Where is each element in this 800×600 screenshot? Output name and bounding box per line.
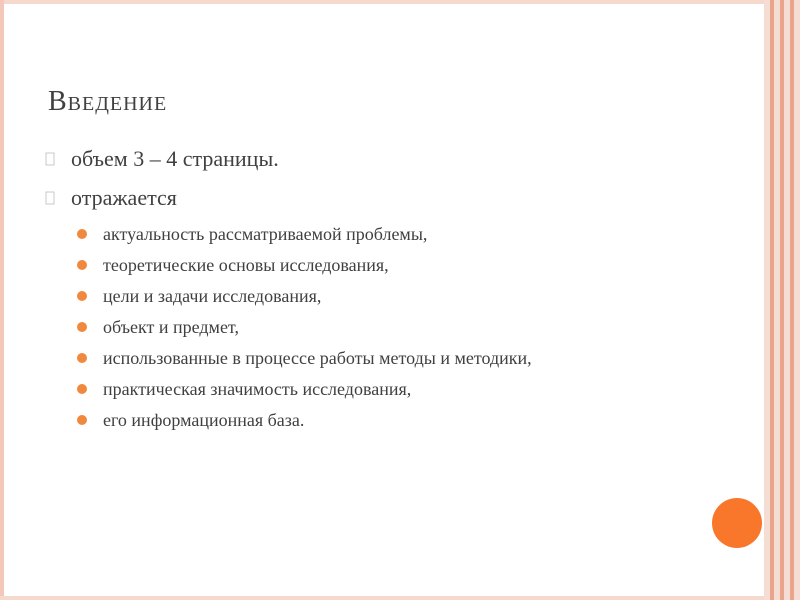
list-item	[44, 377, 734, 401]
list-item	[44, 253, 734, 277]
list-item	[44, 408, 734, 432]
sub-bullet-text: его информационная база.	[103, 410, 305, 430]
sub-bullet-text: цели и задачи исследования,	[103, 286, 322, 306]
list-item	[44, 284, 734, 308]
list-item	[44, 222, 734, 246]
bullet-item-reflects	[44, 183, 734, 213]
orange-dot-icon	[77, 384, 87, 394]
bottom-border	[0, 596, 800, 600]
left-border	[0, 0, 4, 600]
right-border-line	[770, 0, 774, 600]
right-decorative-band	[764, 0, 800, 600]
right-border-line	[780, 0, 784, 600]
orange-dot-icon	[77, 291, 87, 301]
slide-title: Введение	[48, 86, 168, 117]
hollow-square-icon	[44, 144, 58, 174]
top-border	[0, 0, 800, 4]
list-item	[44, 315, 734, 339]
orange-dot-icon	[77, 415, 87, 425]
bullet-text: отражается	[71, 185, 177, 210]
hollow-square-icon	[44, 183, 58, 213]
orange-circle-decoration	[712, 498, 762, 548]
slide-content	[44, 144, 734, 439]
list-item	[44, 346, 734, 370]
bullet-text: объем 3 – 4 страницы.	[71, 146, 279, 171]
sub-bullet-text: актуальность рассматриваемой проблемы,	[103, 224, 428, 244]
orange-dot-icon	[77, 322, 87, 332]
sub-bullet-text: теоретические основы исследования,	[103, 255, 389, 275]
orange-dot-icon	[77, 229, 87, 239]
sub-bullet-list	[44, 222, 734, 432]
orange-dot-icon	[77, 353, 87, 363]
sub-bullet-text: использованные в процессе работы методы и методики,	[103, 348, 532, 368]
sub-bullet-text: объект и предмет,	[103, 317, 239, 337]
orange-dot-icon	[77, 260, 87, 270]
sub-bullet-text: практическая значимость исследования,	[103, 379, 412, 399]
right-border-line	[790, 0, 794, 600]
bullet-item-volume	[44, 144, 734, 174]
